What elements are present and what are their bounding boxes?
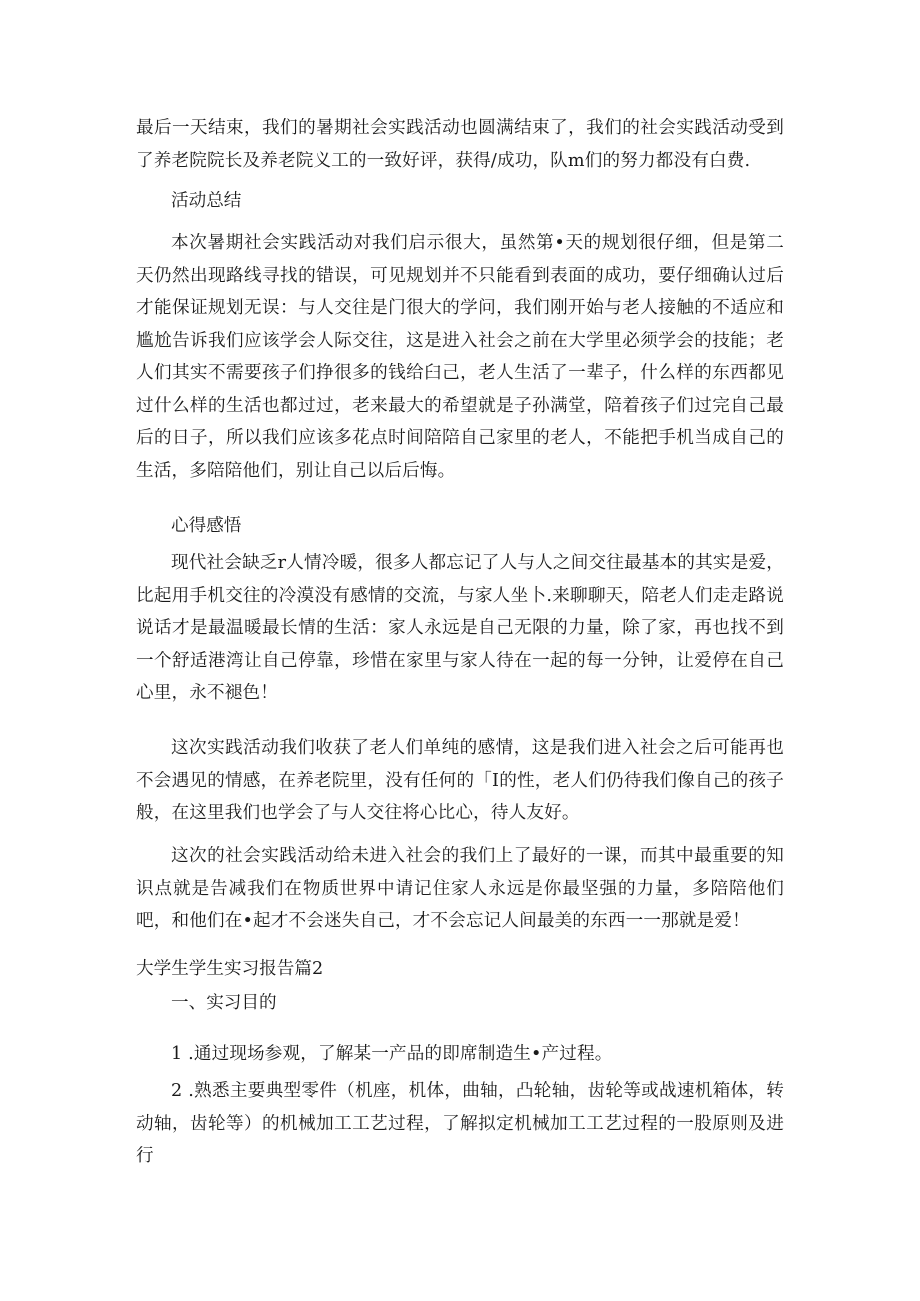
heading-feelings: 心得感悟 <box>171 516 242 536</box>
paragraph-summary: 本次暑期社会实践活动对我们启示很大，虽然第•天的规划很仔细，但是第二天仍然出现路线寻找的错误，可见规划并不只能看到表面的成功，要仔细确认过后才能保证规划无误：与人交往是门很大的学问，我们刚开始与老人接触的不适应和尴尬告诉我们应该学会人际交往，这是进入社会之前在大学里必须学会的技能；老人们其实不需要孩子们挣很多的钱给臼己，老人生活了一辈子，什么样的东西都见过什么样的生活也都过过，老来最大的希望就是子孙满堂，陪着孩子们过完自己最后的日子，所以我们应该多花点时间陪陪自己家里的老人，不能把手机当成自己的生活，多陪陪他们，别让自己以后后悔。 <box>136 233 784 481</box>
heading-internship-report: 大学生学生实习报告篇2 <box>136 959 324 979</box>
paragraph-conclusion: 最后一天结束，我们的暑期社会实践活动也圆满结束了，我们的社会实践活动受到了养老院院长及养老院义工的一致好评，获得/成功，队m们的努力都没有白费. <box>136 118 784 171</box>
list-item-1: 1 .通过现场参观，了解某一产品的即席制造生•产过程。 <box>171 1044 613 1064</box>
paragraph-feelings: 现代社会缺乏r人情冷暖，很多人都忘记了人与人之间交往最基本的其实是爱，比起用手机交往的冷漠没有感情的交流，与家人坐卜.来聊聊天，陪老人们走走路说说话才是最温暖最长情的生活：家人永远是自己无限的力量，除了家，再也找不到一个舒适港湾让自己停靠，珍惜在家里与家人待在一起的每一分钟，让爱停在自己心里，永不褪色！ <box>136 553 784 703</box>
heading-activity-summary: 活动总结 <box>171 191 242 211</box>
list-item-2: 2 .熟悉主要典型零件（机座，机体，曲轴，凸轮轴，齿轮等或战速机箱体，转动轴，齿轮等）的机械加工工艺过程，了解拟定机械加工工艺过程的一股原则及进行 <box>136 1081 784 1166</box>
paragraph-lesson: 这次的社会实践活动给未进入社会的我们上了最好的一课，而其中最重要的知识点就是告减我们在物质世界中请记住家人永远是你最坚强的力量，多陪陪他们吧，和他们在•起才不会迷失自己，才不会忘记人间最美的东西一一那就是爱！ <box>136 846 784 931</box>
heading-internship-purpose: 一、实习目的 <box>171 993 277 1013</box>
paragraph-harvest: 这次实践活动我们收获了老人们单纯的感情，这是我们进入社会之后可能再也不会遇见的情感，在养老院里，没有任何的「I的性，老人们仍待我们像自己的孩子般，在这里我们也学会了与人交往将心比心，待人友好。 <box>136 738 784 823</box>
